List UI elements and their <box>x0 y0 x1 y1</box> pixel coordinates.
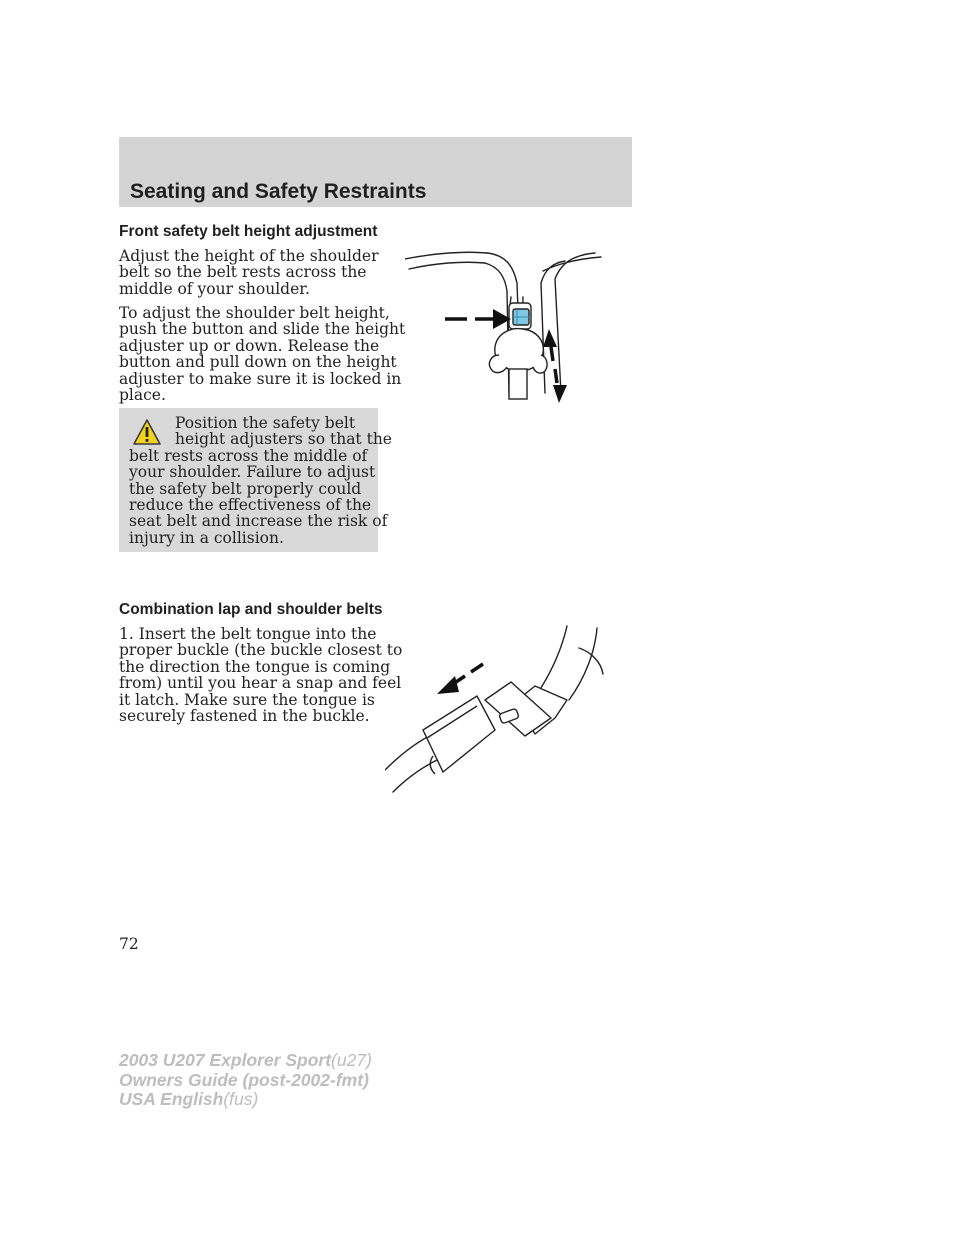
text-line: from) until you hear a snap and feel <box>119 674 402 693</box>
footer-language-code: (fus) <box>223 1089 259 1109</box>
text-line: Adjust the height of the shoulder <box>119 247 379 265</box>
text-line: button and pull down on the height <box>119 353 397 372</box>
footer-language: USA English <box>119 1089 224 1109</box>
text-line: place. <box>119 386 166 405</box>
belt-height-paragraph-1 <box>119 248 389 297</box>
warning-text <box>129 415 392 546</box>
footer-line-1 <box>119 1051 372 1071</box>
warning-box <box>119 408 392 552</box>
text-line: securely fastened in the buckle. <box>119 707 370 726</box>
text-line: Position the safety belt <box>175 414 356 432</box>
text-line: the safety belt properly could <box>129 479 362 498</box>
text-line: 1. Insert the belt tongue into the <box>119 625 377 643</box>
text-line: adjuster up or down. Release the <box>119 336 380 355</box>
text-line: belt so the belt rests across the <box>119 263 367 282</box>
belt-height-adjuster-illustration <box>405 243 605 413</box>
footer-model-code: (u27) <box>331 1050 372 1070</box>
footer-guide: Owners Guide (post-2002-fmt) <box>119 1069 369 1090</box>
section-title: Seating and Safety Restraints <box>130 180 427 203</box>
footer <box>119 1051 372 1110</box>
text-line: height adjusters so that the <box>175 430 392 449</box>
belt-buckle-illustration <box>385 622 610 797</box>
lap-shoulder-heading: Combination lap and shoulder belts <box>119 601 383 618</box>
text-line: proper buckle (the buckle closest to <box>119 641 403 660</box>
text-line: push the button and slide the height <box>119 320 406 339</box>
footer-line-2 <box>119 1071 372 1091</box>
footer-line-3 <box>119 1090 372 1110</box>
text-line: belt rests across the middle of <box>129 446 368 465</box>
page-number: 72 <box>119 935 139 953</box>
text-line: injury in a collision. <box>129 528 284 547</box>
belt-height-heading: Front safety belt height adjustment <box>119 223 378 240</box>
text-line: the direction the tongue is coming <box>119 657 391 676</box>
text-line: seat belt and increase the risk of <box>129 512 388 531</box>
footer-model: 2003 U207 Explorer Sport <box>119 1050 332 1070</box>
text-line: To adjust the shoulder belt height, <box>119 304 390 322</box>
text-line: adjuster to make sure it is locked in <box>119 369 402 388</box>
text-line: your shoulder. Failure to adjust <box>129 463 376 482</box>
text-line: reduce the effectiveness of the <box>129 496 372 515</box>
lap-shoulder-paragraph-1 <box>119 625 403 726</box>
text-line: it latch. Make sure the tongue is <box>119 690 375 709</box>
text-line: middle of your shoulder. <box>119 279 310 298</box>
belt-height-paragraph-2 <box>119 304 406 405</box>
